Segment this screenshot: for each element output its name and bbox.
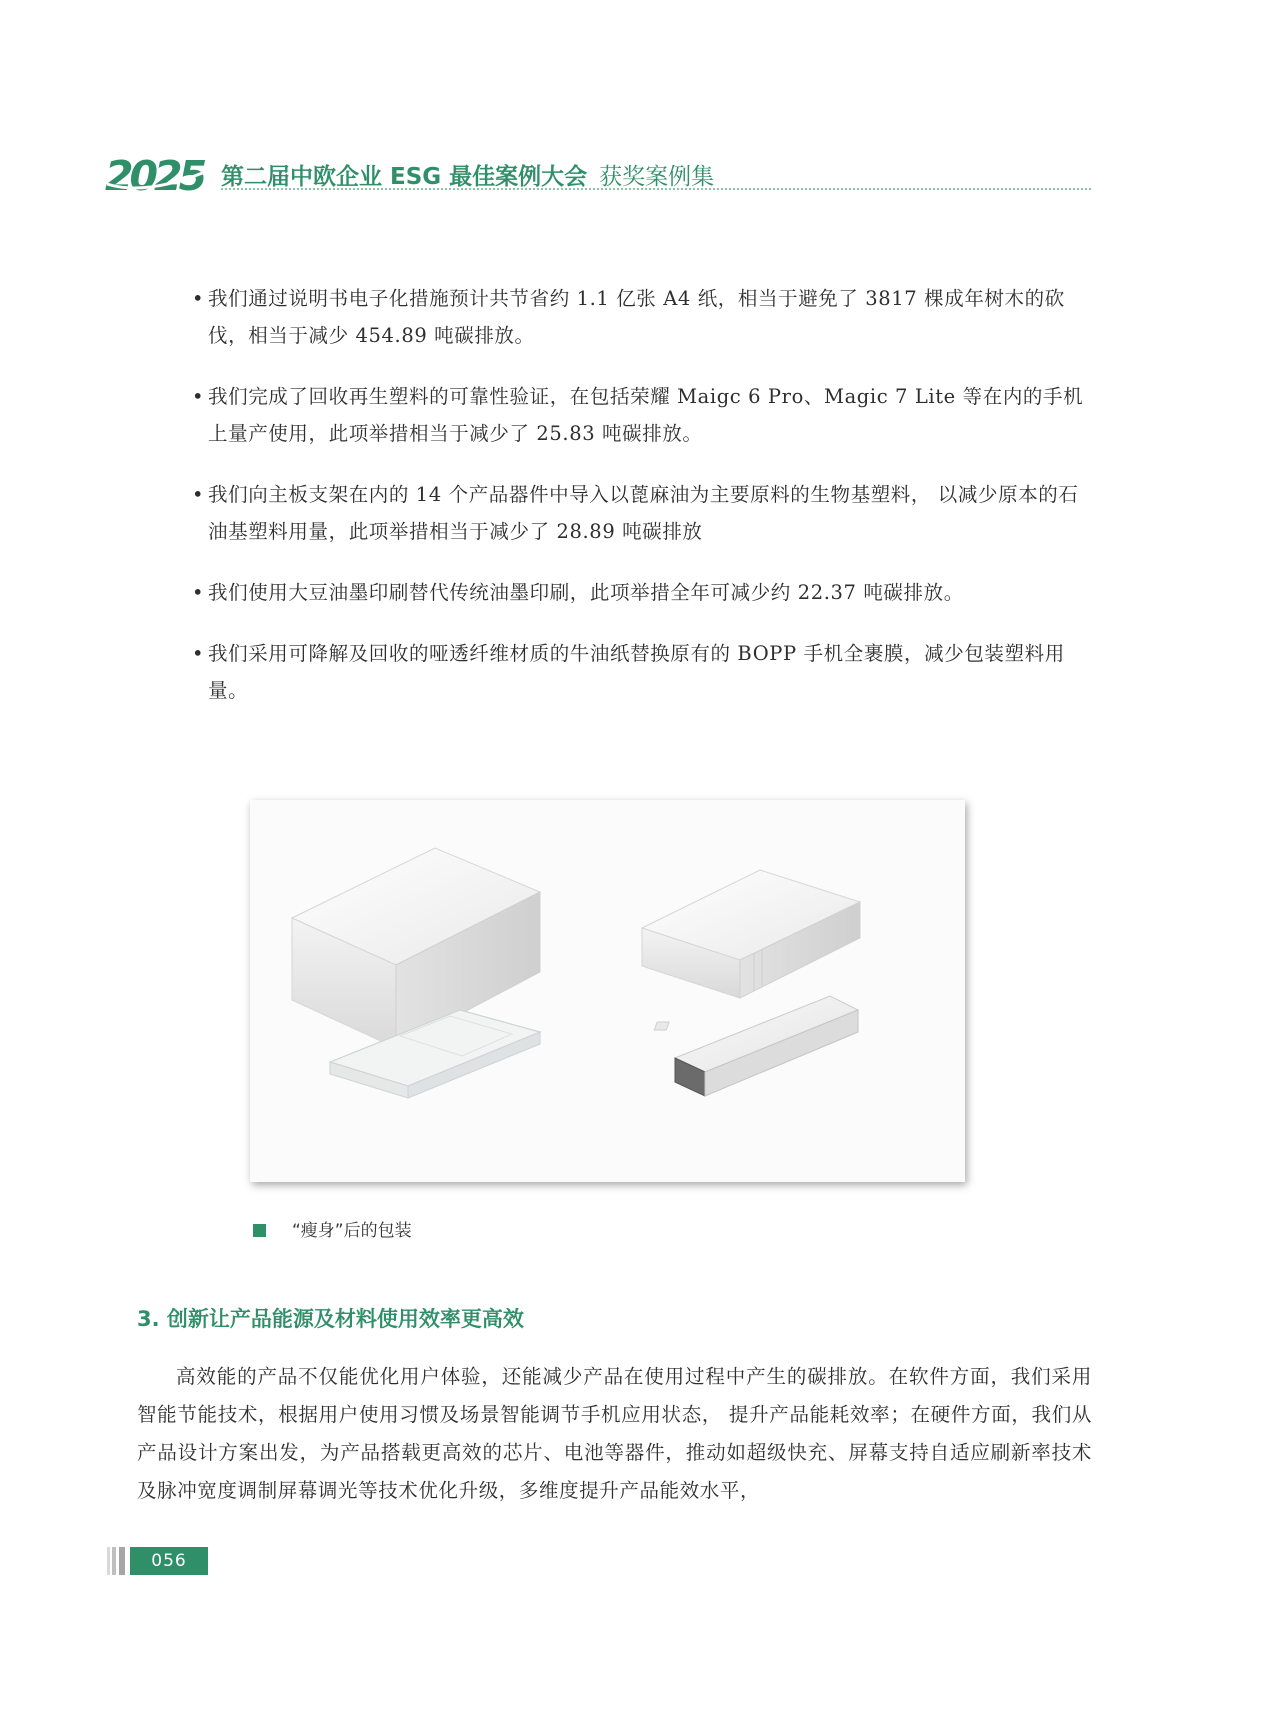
page-stripes-icon — [106, 1547, 130, 1575]
page-header — [105, 150, 1085, 198]
figure-caption-text: “瘦身”后的包装 — [292, 1221, 412, 1241]
page-number: 056 — [130, 1547, 208, 1575]
logo-2025 — [105, 150, 205, 200]
packaging-figure — [250, 800, 965, 1182]
header-title — [221, 158, 714, 191]
slim-package-sleeve — [654, 996, 858, 1096]
section-paragraph: 高效能的产品不仅能优化用户体验，还能减少产品在使用过程中产生的碳排放。在软件方面，我们采用智能节能技术，根据用户使用习惯及场景智能调节手机应用状态， 提升产品能耗效率；在硬件方面，我们从产品设计方案出发，为产品搭载更高效的芯片、电池等器件，推动如超级快充、屏幕支持自适应刷新率技术及脉冲宽度调制屏幕调光等技术优化升级，多维度提升产品能效水平， — [137, 1365, 1092, 1502]
figure-caption — [253, 1216, 412, 1241]
section-heading: 3. 创新让产品能源及材料使用效率更高效 — [137, 1307, 524, 1331]
bullet-item: • 我们完成了回收再生塑料的可靠性验证，在包括荣耀 Maigc 6 Pro、Magic 7 Lite 等在内的手机上量产使用，此项举措相当于减少了 25.83 吨碳排放。 — [192, 378, 1092, 452]
header-divider — [221, 188, 1091, 190]
logo-text: 2025 — [105, 152, 204, 200]
bullet-list — [192, 280, 1092, 733]
slim-package-box — [642, 870, 860, 998]
bullet-item: • 我们通过说明书电子化措施预计共节省约 1.1 亿张 A4 纸，相当于避免了 3817 棵成年树木的砍伐，相当于减少 454.89 吨碳排放。 — [192, 280, 1092, 354]
packaging-illustration — [250, 800, 965, 1182]
logo-swoosh-icon — [105, 150, 210, 198]
bullet-item: • 我们使用大豆油墨印刷替代传统油墨印刷，此项举措全年可减少约 22.37 吨碳排放。 — [192, 574, 1092, 611]
bullet-item: • 我们采用可降解及回收的哑透纤维材质的牛油纸替换原有的 BOPP 手机全裹膜，减少包装塑料用量。 — [192, 635, 1092, 709]
caption-marker-icon — [253, 1224, 266, 1237]
bullet-item: • 我们向主板支架在内的 14 个产品器件中导入以蓖麻油为主要原料的生物基塑料， 以减少原本的石油基塑料用量，此项举措相当于减少了 28.89 吨碳排放 — [192, 476, 1092, 550]
old-package-box — [292, 848, 540, 1048]
header-subtitle: 获奖案例集 — [599, 164, 715, 190]
header-title-text: 第二届中欧企业 ESG 最佳案例大会 — [221, 164, 588, 190]
